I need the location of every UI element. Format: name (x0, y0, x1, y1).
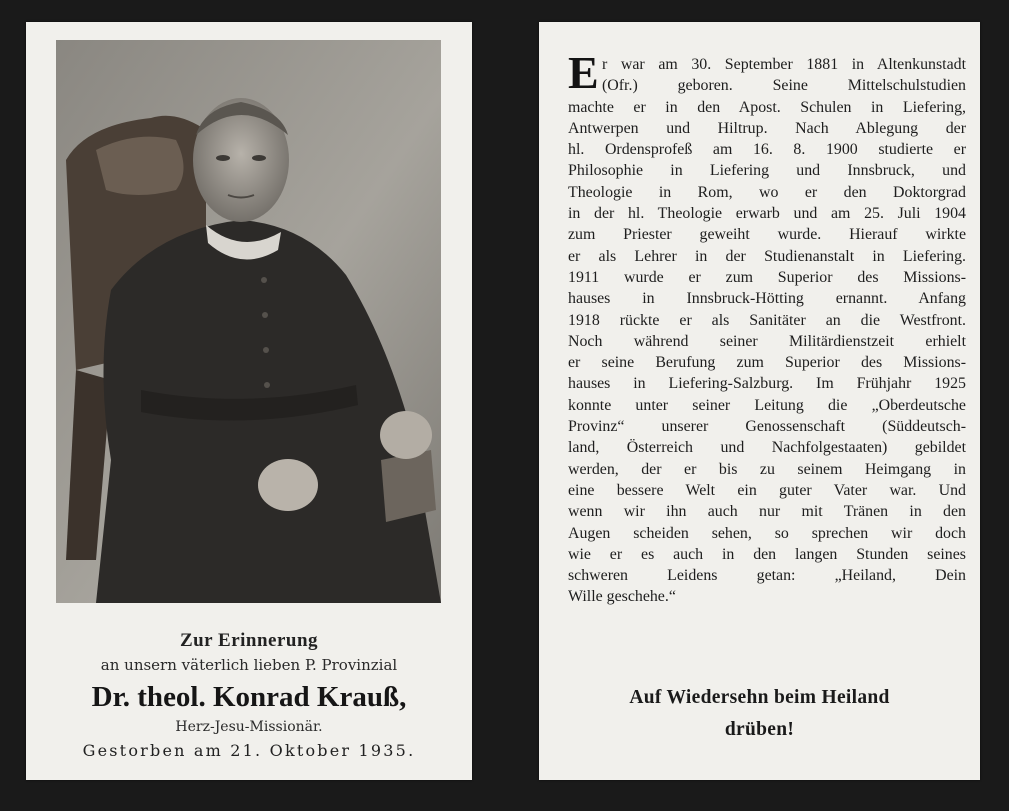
bio-line: Wille geschehe.“ (568, 588, 676, 606)
biography-text (568, 54, 966, 608)
bio-line: r war am 30. September 1881 in Altenkunstadt (602, 56, 966, 73)
death-date: Gestorben am 21. Oktober 1935. (82, 741, 416, 760)
portrait-photo-icon (56, 40, 441, 603)
drop-cap: E (568, 47, 599, 98)
closing-line-2: drüben! (724, 719, 795, 740)
bio-line: eine bessere Welt ein guter Vater war. Und (568, 481, 966, 499)
religious-order: Herz-Jesu-Missionär. (175, 719, 323, 735)
bio-line: werden, der er bis zu seinem Heimgang in (568, 460, 966, 478)
bio-line: machte er in den Apost. Schulen in Liefering, (568, 98, 966, 116)
bio-line: er als Lehrer in der Studienanstalt in Liefering. (568, 247, 966, 265)
bio-line: wenn wir ihn auch nur mit Tränen in den (568, 503, 966, 521)
bio-line: er seine Berufung zum Superior des Missions- (568, 354, 966, 372)
memorial-card-back (539, 22, 980, 780)
caption-subtitle: an unsern väterlich lieben P. Provinzial (100, 656, 398, 674)
bio-line: (Ofr.) geboren. Seine Mittelschulstudien (602, 77, 966, 95)
bio-line: schweren Leidens getan: „Heiland, Dein (568, 567, 966, 585)
bio-line: in der hl. Theologie erwarb und am 25. Juli 1904 (568, 205, 966, 223)
bio-line: konnte unter seiner Leitung die „Oberdeutsche (568, 396, 966, 414)
bio-line: Theologie in Rom, wo er den Doktorgrad (568, 183, 966, 201)
bio-line: Augen scheiden sehen, so sprechen wir doch (568, 524, 966, 542)
bio-line: land, Österreich und Nachfolgestaaten) gebildet (568, 439, 966, 457)
bio-line: Provinz“ unserer Genossenschaft (Süddeutsch- (568, 418, 966, 436)
portrait-photo (56, 40, 441, 603)
closing-line-1: Auf Wiedersehn beim Heiland (629, 687, 890, 708)
bio-line: Philosophie in Liefering und Innsbruck, und (568, 162, 966, 180)
bio-line: Noch während seiner Militärdienstzeit erhielt (568, 332, 966, 350)
bio-line: hauses in Liefering-Salzburg. Im Frühjahr 1925 (568, 375, 966, 393)
bio-line: wie er es auch in den langen Stunden seines (568, 545, 966, 563)
caption-title: Zur Erinnerung (179, 630, 319, 651)
bio-line: hl. Ordensprofeß am 16. 8. 1900 studierte er (568, 141, 966, 159)
bio-line: Antwerpen und Hiltrup. Nach Ablegung der (568, 119, 966, 137)
memorial-card-front (26, 22, 472, 780)
bio-line: 1918 rückte er als Sanitäter an die Westfront. (568, 311, 966, 329)
bio-line: 1911 wurde er zum Superior des Missions- (568, 268, 966, 286)
bio-line: hauses in Innsbruck-Hötting ernannt. Anfang (568, 290, 966, 308)
bio-line: zum Priester geweiht wurde. Hierauf wirkte (568, 226, 966, 244)
deceased-name: Dr. theol. Konrad Krauß, (91, 681, 407, 713)
